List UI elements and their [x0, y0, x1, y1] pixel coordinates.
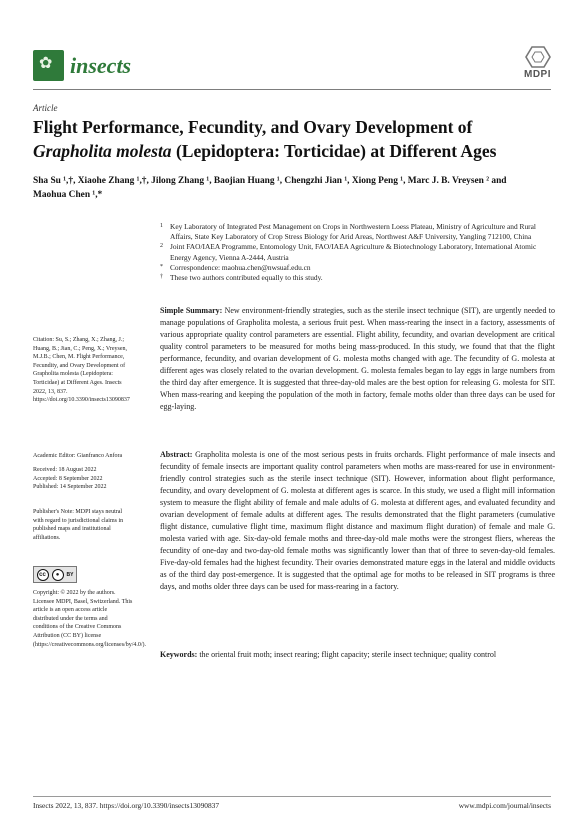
copyright-block [33, 589, 147, 649]
abstract-label: Abstract: [160, 450, 193, 459]
license-badge-label: BY [66, 571, 74, 578]
publication-dates [33, 466, 133, 492]
journal-name: insects [70, 52, 132, 78]
correspondence [160, 263, 555, 273]
equal-contribution-text: These two authors contributed equally to this study. [170, 273, 323, 283]
mdpi-hexagon-icon [525, 46, 551, 68]
title-line-2-rest: (Lepidoptera: Torticidae) at Different Ages [171, 141, 497, 161]
title-line-1: Flight Performance, Fecundity, and Ovary Development of [33, 117, 473, 137]
publisher-logo [524, 46, 551, 80]
citation-text[interactable]: Citation: Su, S.; Zhang, X.; Zhang, J.; Huang, B.; Jian, C.; Peng, X.; Vreysen, M.J.B.; Chen, M. Flight Performance, Fecundity, and Ovary Development of Grapholita molesta (Lepidoptera: Torticidae) at Different Ages. Insects 2022, 13, 837. https://doi.org/10.3390/insects13090837 [33, 337, 130, 404]
simple-summary-label: Simple Summary: [160, 306, 223, 315]
affiliation-text: Key Laboratory of Integrated Pest Management on Crops in Northwestern Loess Plateau, Ministry of Agriculture and Rural Affairs, State Key Laboratory of Crop Stress Biology for Arid Areas, Northwest A&F University, Yangling 712100, China [170, 222, 536, 242]
header-divider [33, 89, 551, 90]
abstract-text: Grapholita molesta is one of the most serious pests in fruits orchards. Flight performance of male insects and fecundity of female insects are important quality control parameters when moths are mass-reared for use in environment-friendly control strategies such as the sterile insect technique (SIT). However, information about flight performance, fecundity, and ovary development of G. molesta at different ages is scarce. In this study, we used a flight mill information system to measure the flight ability of female and male adults of G. molesta at different ages, and evaluated fecundity and ovarian development of female adults at different ages. The results demonstrated that the flight parameters (cumulative flight distance, cumulative flight time, maximum flight distance and maximum flight duration) of female and male G. molesta varied with age. Six-day-old female moths and three-day-old male moths were the strongest fliers, whereas the fecundity of one-day and two-day-old female moths was significantly lower than that of three to seven-day-old females. Five-day-old females had the highest fecundity. Their ovaries demonstrated mature eggs in the lateral and middle oviducts as of the third day post-emergence. It is suggested that the optimal age for moths to be released in SIT programs is three days, and moths older three days can be used for mass-rearing in a factory. [160, 450, 555, 591]
publisher-note-text: Publisher's Note: MDPI stays neutral with regard to jurisdictional claims in published maps and institutional affiliations. [33, 509, 124, 541]
simple-summary [160, 305, 555, 413]
simple-summary-text: New environment-friendly strategies, such as the sterile insect technique (SIT), are urgently needed to manage populations of Grapholita molesta, a serious fruit pest. When mass-rearing the insect in a factory, assessments of various appropriate quality control parameters are essential. Flight ability, fecundity, and ovarian development are critical quality control parameters to be measured for moths being mass-produced. In this study, we found that that the flight performance, fecundity, and ovarian development of G. molesta moths changed with age. The fecundity of G. molesta at different ages was closely related to the ovarian development. G. molesta females began to lay eggs in large numbers from the third day after emergence. It is suggested that three-day-old males are the best option for releasing G. molesta for SIT. When mass-rearing and keeping the population of the moth in factory, female moths older than three days can be used for egg-laying. [160, 306, 555, 411]
equal-contribution-note [160, 273, 555, 283]
abstract [160, 449, 555, 593]
keywords-label: Keywords: [160, 650, 198, 659]
article-type: Article [33, 103, 58, 113]
attribution-person-icon: ● [52, 569, 64, 581]
journal-logo [33, 50, 131, 81]
author-list [33, 174, 553, 202]
copyright-text: Copyright: © 2022 by the authors. Licensee MDPI, Basel, Switzerland. This article is an open access article distributed under the terms and conditions of the Creative Commons Attribution (CC BY) license (https://creativecommons.org/licenses/by/4.0/). [33, 590, 147, 648]
affiliation-marker: † [160, 274, 163, 281]
publisher-name: MDPI [524, 69, 551, 80]
keywords [160, 649, 555, 661]
keywords-text: the oriental fruit moth; insect rearing; flight capacity; sterile insect technique; quality control [197, 650, 497, 659]
article-title [33, 115, 553, 163]
affiliation-1 [160, 222, 555, 242]
correspondence-text[interactable]: Correspondence: maohua.chen@nwsuaf.edu.cn [170, 262, 311, 272]
cc-by-license-badge[interactable] [33, 566, 77, 583]
academic-editor [33, 452, 133, 461]
affiliation-text: Joint FAO/IAEA Programme, Entomology Unit, FAO/IAEA Agriculture & Biotechnology Laboratory, International Atomic Energy Agency, Vienna A-2444, Austria [170, 242, 537, 262]
affiliation-marker: * [160, 263, 163, 270]
journal-url[interactable]: www.mdpi.com/journal/insects [458, 801, 551, 810]
affiliations [160, 222, 555, 283]
received-date: Received: 18 August 2022 [33, 467, 97, 473]
insect-logo-icon: ✿ [33, 50, 64, 81]
citation-block [33, 336, 133, 405]
affiliation-marker: 2 [160, 243, 163, 250]
creative-commons-icon: cc [37, 569, 49, 581]
published-date: Published: 14 September 2022 [33, 484, 107, 491]
footer-citation[interactable]: Insects 2022, 13, 837. https://doi.org/10.3390/insects13090837 [33, 801, 220, 810]
authors-line-1: Sha Su ¹,†, Xiaohe Zhang ¹,†, Jilong Zhang ¹, Baojian Huang ¹, Chengzhi Jian ¹, Xiong Peng ¹, Marc J. B. Vreysen ² and [33, 176, 507, 186]
accepted-date: Accepted: 8 September 2022 [33, 475, 103, 482]
authors-line-2: Maohua Chen ¹,* [33, 190, 103, 200]
title-species: Grapholita molesta [33, 141, 172, 161]
affiliation-2 [160, 242, 555, 262]
footer-divider [33, 796, 551, 797]
affiliation-marker: 1 [160, 223, 163, 229]
publisher-note [33, 508, 133, 542]
title-line-2 [33, 139, 553, 163]
academic-editor-text: Academic Editor: Gianfranco Anfora [33, 453, 123, 459]
